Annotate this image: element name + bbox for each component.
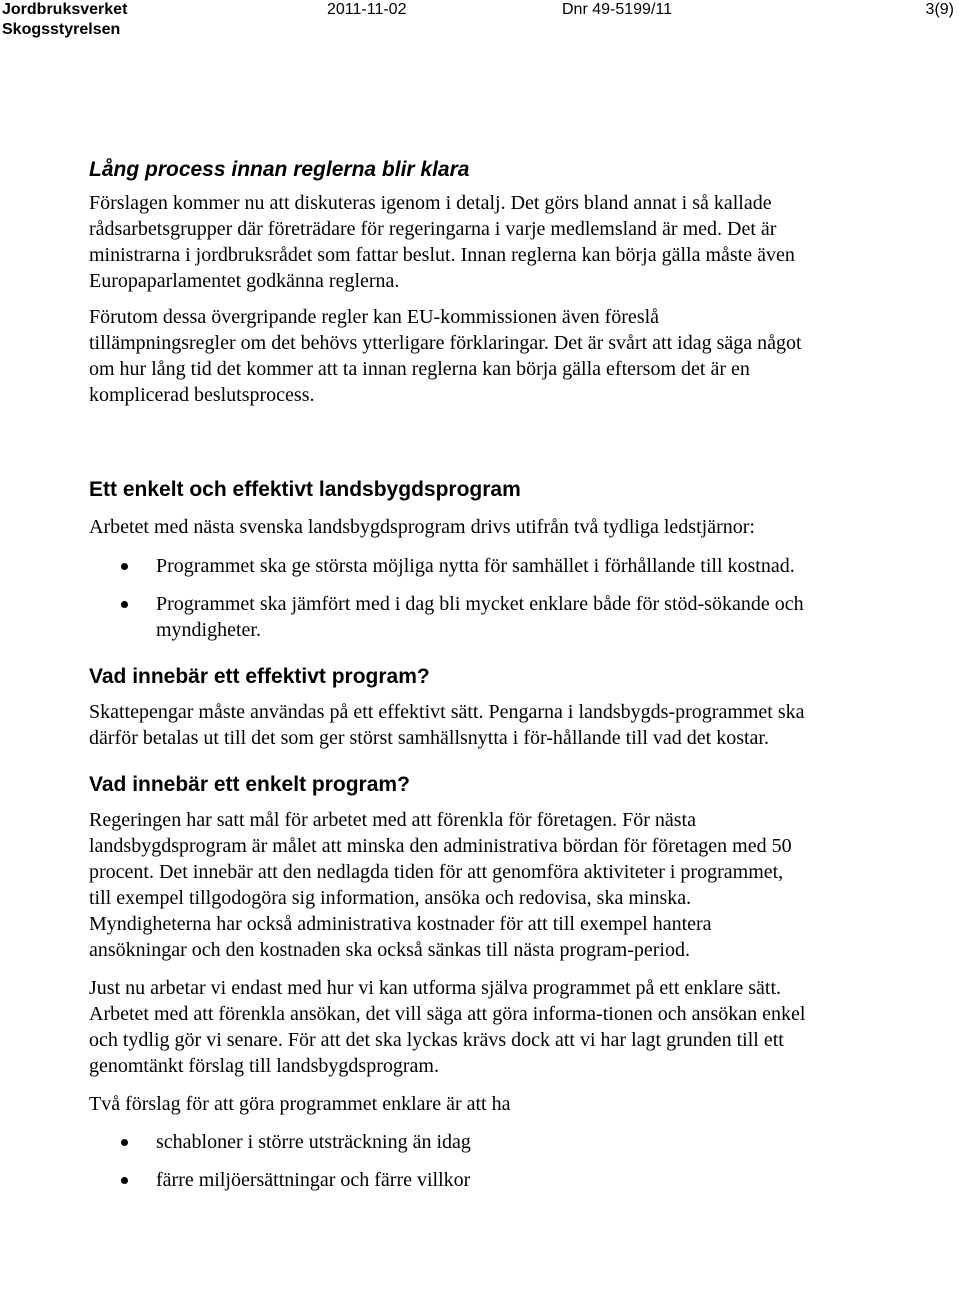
bullet-icon xyxy=(121,563,128,570)
heading-lang-process: Lång process innan reglerna blir klara xyxy=(89,158,470,181)
list-item xyxy=(89,1129,809,1155)
list-item xyxy=(89,1167,809,1193)
page-number: 3(9) xyxy=(925,1,954,18)
list-item xyxy=(89,553,809,579)
list-item xyxy=(89,591,809,643)
list-item-text: schabloner i större utsträckning än idag xyxy=(156,1131,471,1153)
bullet-icon xyxy=(121,601,128,608)
list-item-text: Programmet ska ge största möjliga nytta för samhället i förhållande till kostnad. xyxy=(156,555,795,577)
paragraph-just-nu: Just nu arbetar vi endast med hur vi kan utforma själva programmet på ett enklare sätt. Arbetet med att förenkla ansökan, det vill säga att göra informa-tionen och ansökan enkel och tydlig gör vi senare. För att det ska lyckas krävs dock att vi har lagt grunden till ett genomtänkt förslag till landsbygdsprogram. xyxy=(89,977,806,1077)
org-jordbruksverket: Jordbruksverket xyxy=(2,1,128,18)
heading-enkelt-program: Vad innebär ett enkelt program? xyxy=(89,773,410,796)
list-item-text: färre miljöersättningar och färre villkor xyxy=(156,1169,471,1191)
bullet-icon xyxy=(121,1177,128,1184)
guiding-principles-list xyxy=(89,553,809,643)
document-date: 2011-11-02 xyxy=(327,1,407,18)
organisations xyxy=(2,0,127,40)
heading-effektivt-program: Vad innebär ett effektivt program? xyxy=(89,665,430,688)
simplification-list xyxy=(89,1129,809,1193)
paragraph-regeringen: Regeringen har satt mål för arbetet med att förenkla för företagen. För nästa landsbygdsprogram är målet att minska den administrativa bördan för företagen med 50 procent. Det innebär att den nedlagda tiden för att genomföra aktiviteter i programmet, till exempel tillgodogöra sig information, ansöka och redovisa, ska minska. Myndigheterna har också administrativa kostnader för att till exempel hantera ansökningar och den kostnaden ska också sänkas till nästa program-period. xyxy=(89,809,792,961)
org-skogsstyrelsen: Skogsstyrelsen xyxy=(2,21,121,38)
paragraph-tva-forslag: Två förslag för att göra programmet enklare är att ha xyxy=(89,1093,511,1115)
paragraph-arbetet: Arbetet med nästa svenska landsbygdsprogram drivs utifrån två tydliga ledstjärnor: xyxy=(89,516,755,538)
paragraph-forslagen: Förslagen kommer nu att diskuteras igenom i detalj. Det görs bland annat i så kallade rådsarbetsgrupper där företrädare för regeringarna i varje medlemsland är med. Det är ministrarna i jordbruksrådet som fattar beslut. Innan reglerna kan börja gälla måste även Europaparlamentet godkänna reglerna. xyxy=(89,192,795,292)
paragraph-forutom: Förutom dessa övergripande regler kan EU-kommissionen även föreslå tillämpningsregler om det behövs ytterligare förklaringar. Det är svårt att idag säga något om hur lång tid det kommer att ta innan reglerna kan börja gälla eftersom det är en komplicerad beslutsprocess. xyxy=(89,306,802,406)
page-header xyxy=(0,0,960,44)
document-number: Dnr 49-5199/11 xyxy=(562,1,672,18)
bullet-icon xyxy=(121,1139,128,1146)
list-item-text: Programmet ska jämfört med i dag bli mycket enklare både för stöd-sökande och myndigheter. xyxy=(156,593,804,641)
document-body xyxy=(89,156,809,1193)
paragraph-skattepengar: Skattepengar måste användas på ett effektivt sätt. Pengarna i landsbygds-programmet ska därför betalas ut till det som ger störst samhällsnytta i för-hållande till vad det kostar. xyxy=(89,701,805,749)
heading-enkelt-effektivt: Ett enkelt och effektivt landsbygdsprogram xyxy=(89,478,521,501)
